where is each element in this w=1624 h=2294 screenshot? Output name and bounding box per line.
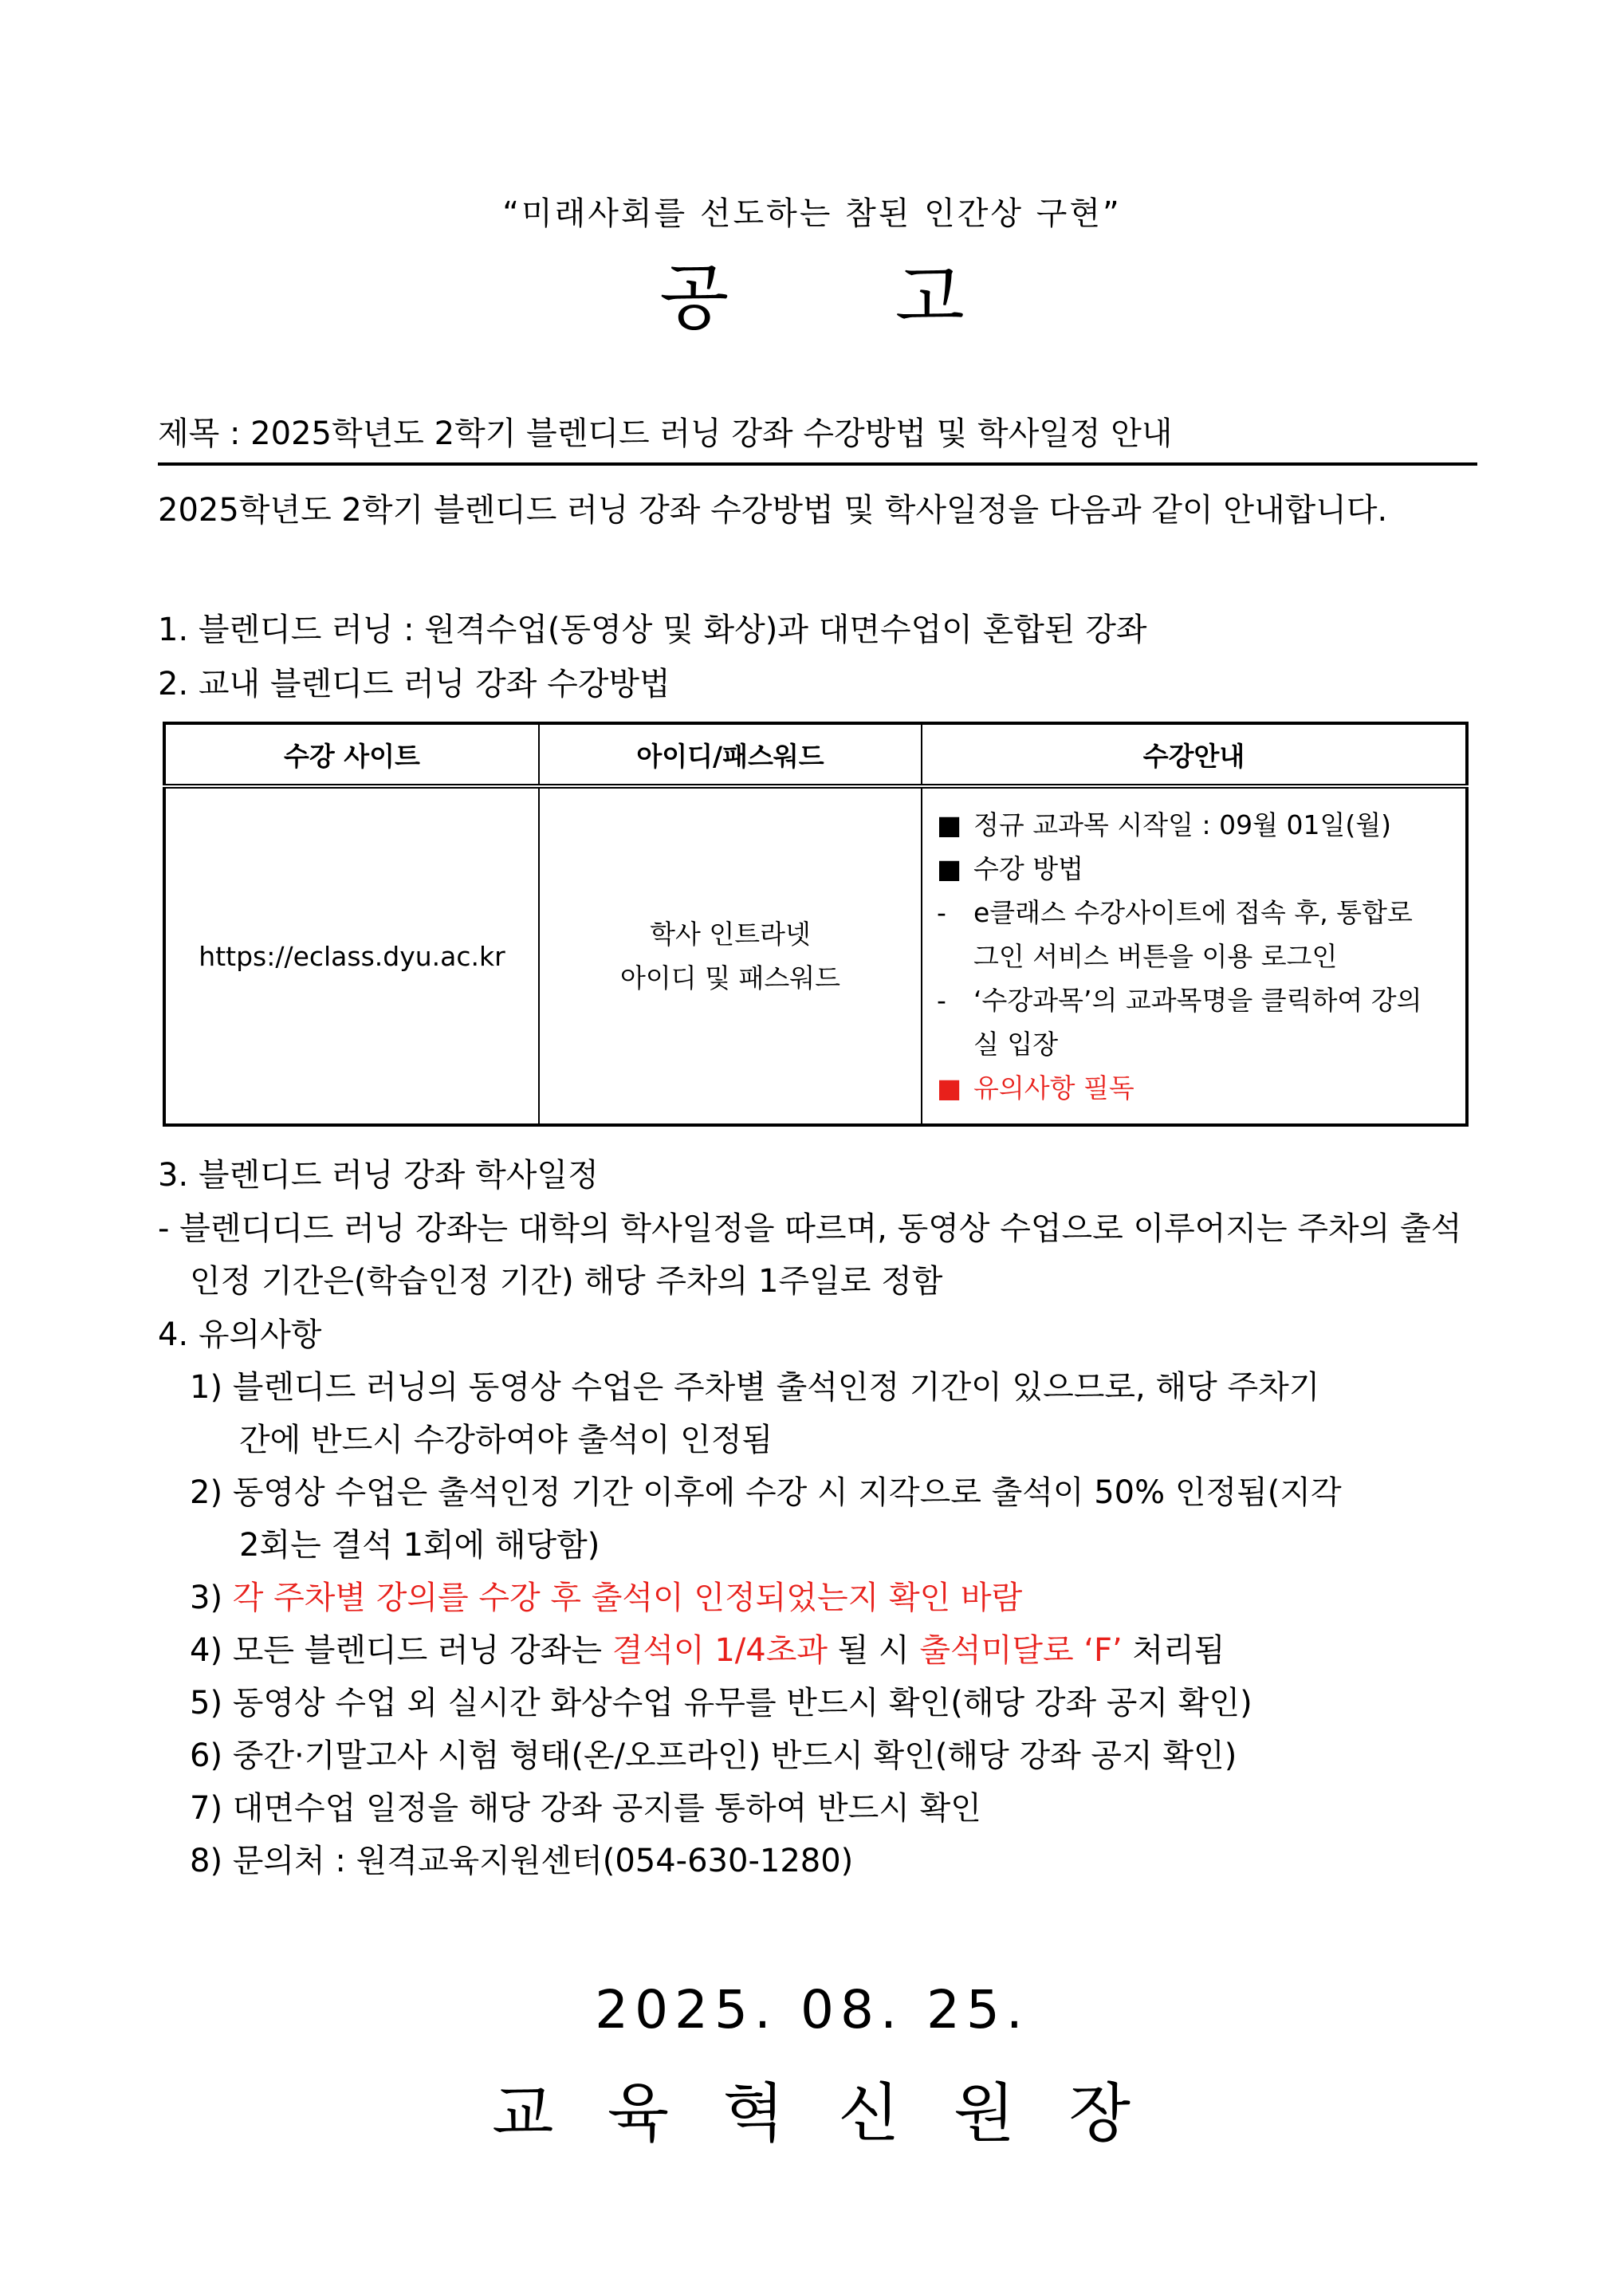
caution-item-2-cont: 2회는 결석 1회에 해당함) [239, 1527, 600, 1564]
guide-bullet-start-date [937, 803, 1453, 847]
guide-text: e클래스 수강사이트에 접속 후, 통합로 [973, 897, 1413, 928]
square-bullet-icon: ■ [937, 1072, 962, 1104]
section-3-line-1: - 블렌디디드 러닝 강좌는 대학의 학사일정을 따르며, 동영상 수업으로 이루어지는 주차의 출석 [158, 1210, 1462, 1247]
square-bullet-icon: ■ [937, 853, 962, 884]
credentials-line-1: 학사 인트라넷 [650, 919, 811, 950]
table-header-row [164, 723, 1467, 786]
caution-item-6: 6) 중간·기말고사 시험 형태(온/오프라인) 반드시 확인(해당 강좌 공지 확인) [190, 1737, 1237, 1774]
section-1: 1. 블렌디드 러닝 : 원격수업(동영상 및 화상)과 대면수업이 혼합된 강좌 [158, 612, 1147, 648]
table-row [164, 786, 1467, 1125]
caution-item-1: 1) 블렌디드 러닝의 동영상 수업은 주차별 출석인정 기간이 있으므로, 해당 주차기 [190, 1369, 1320, 1406]
header-site: 수강 사이트 [164, 723, 539, 786]
guide-text-continued: 실 입장 [973, 1029, 1059, 1060]
issuer-name: 교 육 혁 신 원 장 [492, 2076, 1132, 2150]
guide-dash-enter [937, 978, 1453, 1022]
section-3-title: 3. 블렌디드 러닝 강좌 학사일정 [158, 1157, 599, 1194]
item-text: 4) 모든 블렌디드 러닝 강좌는 [190, 1632, 602, 1669]
guide-text: ‘수강과목’의 교과목명을 클릭하여 강의 [973, 985, 1422, 1016]
caution-highlight: 각 주차별 강의를 수강 후 출석이 인정되었는지 확인 바람 [232, 1580, 1023, 1616]
caution-item-1-cont: 간에 반드시 수강하여야 출석이 인정됨 [239, 1422, 773, 1458]
item-number: 3) [190, 1580, 223, 1616]
item-text: 될 시 [837, 1632, 910, 1669]
caution-item-3 [190, 1572, 1022, 1618]
item-text: 처리됨 [1132, 1632, 1225, 1669]
credentials-cell [539, 786, 922, 1125]
header-guide: 수강안내 [922, 723, 1467, 786]
caution-item-7: 7) 대면수업 일정을 해당 강좌 공지를 통하여 반드시 확인 [190, 1790, 981, 1827]
intro-text: 2025학년도 2학기 블렌디드 러닝 강좌 수강방법 및 학사일정을 다음과 같이 안내합니다. [158, 492, 1388, 529]
guide-text: 유의사항 필독 [973, 1072, 1134, 1104]
section-4-title: 4. 유의사항 [158, 1316, 322, 1353]
guide-text: 수강 방법 [973, 853, 1084, 884]
caution-item-5: 5) 동영상 수업 외 실시간 화상수업 유무를 반드시 확인(해당 강좌 공지 확인) [190, 1685, 1252, 1721]
section-3-line-2: 인정 기간은(학습인정 기간) 해당 주차의 1주일로 정함 [190, 1263, 943, 1300]
site-url[interactable]: https://eclass.dyu.ac.kr [164, 786, 539, 1125]
caution-highlight: 출석미달로 ‘F’ [919, 1632, 1123, 1669]
notice-title: 공 고 [659, 256, 965, 340]
guide-bullet-caution [937, 1066, 1453, 1110]
divider [158, 462, 1477, 466]
motto: “미래사회를 선도하는 참된 인간상 구현” [502, 195, 1122, 232]
header-credentials: 아이디/패스워드 [539, 723, 922, 786]
guide-text-continued: 그인 서비스 버튼을 이용 로그인 [973, 941, 1338, 972]
caution-item-2: 2) 동영상 수업은 출석인정 기간 이후에 수강 시 지각으로 출석이 50% 인정됨(지각 [190, 1474, 1342, 1511]
guide-cell [922, 786, 1467, 1125]
credentials-line-2: 아이디 및 패스워드 [619, 962, 840, 994]
guide-dash-login [937, 891, 1453, 935]
dash-marker: - [937, 897, 946, 928]
caution-highlight: 결석이 1/4초과 [611, 1632, 828, 1669]
square-bullet-icon: ■ [937, 809, 962, 840]
subject-line: 제목 : 2025학년도 2학기 블렌디드 러닝 강좌 수강방법 및 학사일정 안내 [158, 415, 1173, 452]
caution-item-4 [190, 1625, 1225, 1670]
caution-item-8: 8) 문의처 : 원격교육지원센터(054-630-1280) [190, 1843, 854, 1879]
guide-bullet-method [937, 847, 1453, 891]
course-info-table [163, 722, 1469, 1127]
notice-date: 2025. 08. 25. [595, 1979, 1029, 2040]
guide-text: 정규 교과목 시작일 : 09월 01일(월) [973, 809, 1391, 840]
section-2-title: 2. 교내 블렌디드 러닝 강좌 수강방법 [158, 666, 670, 702]
dash-marker: - [937, 985, 946, 1016]
